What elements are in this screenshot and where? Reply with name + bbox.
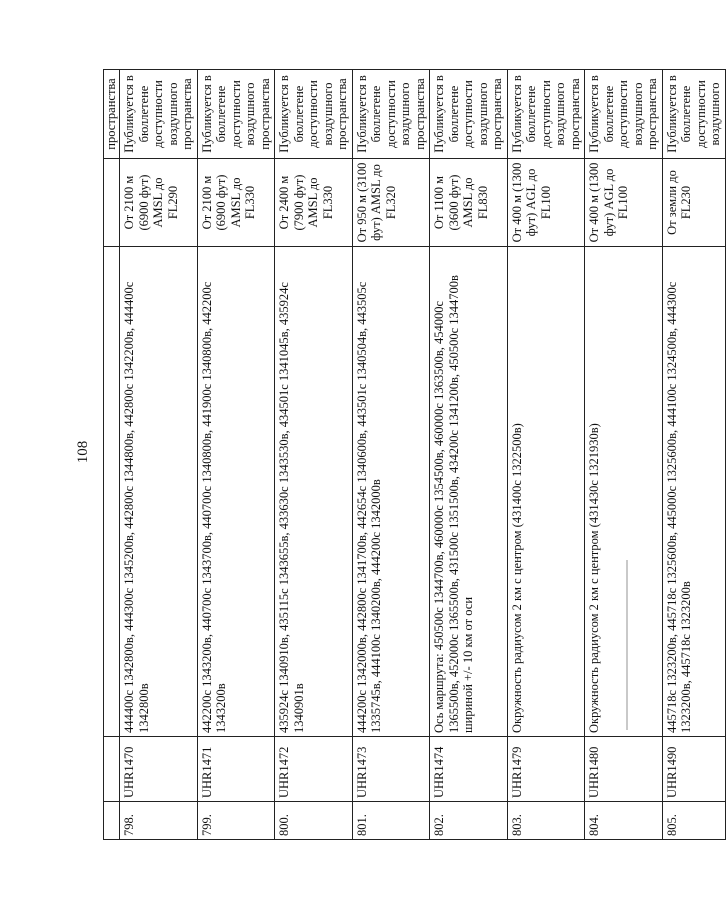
publication-cell: Публикуется в бюллетене доступности воздушного пространства — [120, 70, 198, 159]
page-number: 108 — [75, 440, 91, 464]
table-row — [585, 70, 663, 840]
coordinates-cell: 442200с 1343200в, 440700с 1343700в, 440700с 1340800в, 441900с 1340800в, 442200с 1343200в — [197, 247, 275, 737]
coordinates-cell: Ось маршрута: 450500с 1344700в, 460000с 1354500в, 460000с 1363500в, 454000с 1365500в, 452000с 1365500в, 431500с 1351500в, 434200с 1341200в, 450500с 1344700в шириной +/- 10 км от оси — [430, 247, 508, 737]
coordinates-cell: 444200с 1342000в, 442800с 1341700в, 442654с 1340600в, 443501с 1340504в, 443505с 1335745в, 444100с 1340200в, 444200с 1342000в — [352, 247, 430, 737]
table-cell — [104, 247, 120, 737]
limits-cell: От 400 м (1300 фут) AGL до FL100 — [585, 159, 663, 247]
row-number-cell: 802. — [430, 802, 508, 840]
table-row — [120, 70, 198, 840]
publication-cell: Публикуется в бюллетене доступности воздушного пространства — [430, 70, 508, 159]
publication-cell: Публикуется в бюллетене доступности воздушного пространства — [352, 70, 430, 159]
coordinates-cell: 444400с 1342800в, 444300с 1345200в, 442800с 1344800в, 442800с 1342200в, 444400с 1342800в — [120, 247, 198, 737]
limits-cell: От 950 м (3100 фут) AMSL до FL320 — [352, 159, 430, 247]
table-cell — [104, 737, 120, 802]
publication-cell: Публикуется в бюллетене доступности воздушного пространства — [585, 70, 663, 159]
scan-edge-mark — [626, 560, 628, 730]
zone-code-cell: UHR1472 — [275, 737, 353, 802]
table-row — [507, 70, 585, 840]
coordinates-cell: Окружность радиусом 2 км с центром (431400с 1322500в) — [507, 247, 585, 737]
coordinates-cell: Окружность радиусом 2 км с центром (431430с 1321930в) — [585, 247, 663, 737]
zone-code-cell: UHR1473 — [352, 737, 430, 802]
table-row — [662, 70, 725, 840]
table-row-continuation — [104, 70, 120, 840]
coordinates-cell: 445718с 1323200в, 445718с 1325600в, 445000с 1325600в, 444100с 1324500в, 444300с 1323200в, 445718с 1323200в — [662, 247, 725, 737]
row-number-cell: 800. — [275, 802, 353, 840]
table-cell — [104, 159, 120, 247]
zone-code-cell: UHR1474 — [430, 737, 508, 802]
row-number-cell: 801. — [352, 802, 430, 840]
row-number-cell: 799. — [197, 802, 275, 840]
zone-code-cell: UHR1479 — [507, 737, 585, 802]
publication-cell: Публикуется в бюллетене доступности воздушного пространства — [197, 70, 275, 159]
limits-cell: От земли до FL230 — [662, 159, 725, 247]
row-number-cell: 804. — [585, 802, 663, 840]
row-number-cell: 803. — [507, 802, 585, 840]
limits-cell: От 1100 м (3600 фут) AMSL до FL830 — [430, 159, 508, 247]
table-row — [430, 70, 508, 840]
publication-cell: Публикуется в бюллетене доступности воздушного пространства — [275, 70, 353, 159]
limits-cell: От 2100 м (6900 фут) AMSL до FL330 — [197, 159, 275, 247]
table-row — [352, 70, 430, 840]
airspace-table — [103, 69, 726, 840]
table-row — [275, 70, 353, 840]
publication-cell: пространства — [104, 70, 120, 159]
coordinates-cell: 435924с 1340910в, 435115с 1343655в, 433630с 1343530в, 434501с 1341045в, 435924с 1340901в — [275, 247, 353, 737]
zone-code-cell: UHR1470 — [120, 737, 198, 802]
row-number-cell: 805. — [662, 802, 725, 840]
limits-cell: От 2100 м (6900 фут) AMSL до FL290 — [120, 159, 198, 247]
row-number-cell: 798. — [120, 802, 198, 840]
publication-cell: Публикуется в бюллетене доступности воздушного пространства — [507, 70, 585, 159]
zone-code-cell: UHR1490 — [662, 737, 725, 802]
limits-cell: От 400 м (1300 фут) AGL до FL100 — [507, 159, 585, 247]
table-cell — [104, 802, 120, 840]
document-table-rotated — [103, 70, 722, 840]
publication-cell: Публикуется в бюллетене доступности воздушного — [662, 70, 725, 159]
zone-code-cell: UHR1480 — [585, 737, 663, 802]
table-row — [197, 70, 275, 840]
zone-code-cell: UHR1471 — [197, 737, 275, 802]
limits-cell: От 2400 м (7900 фут) AMSL до FL330 — [275, 159, 353, 247]
